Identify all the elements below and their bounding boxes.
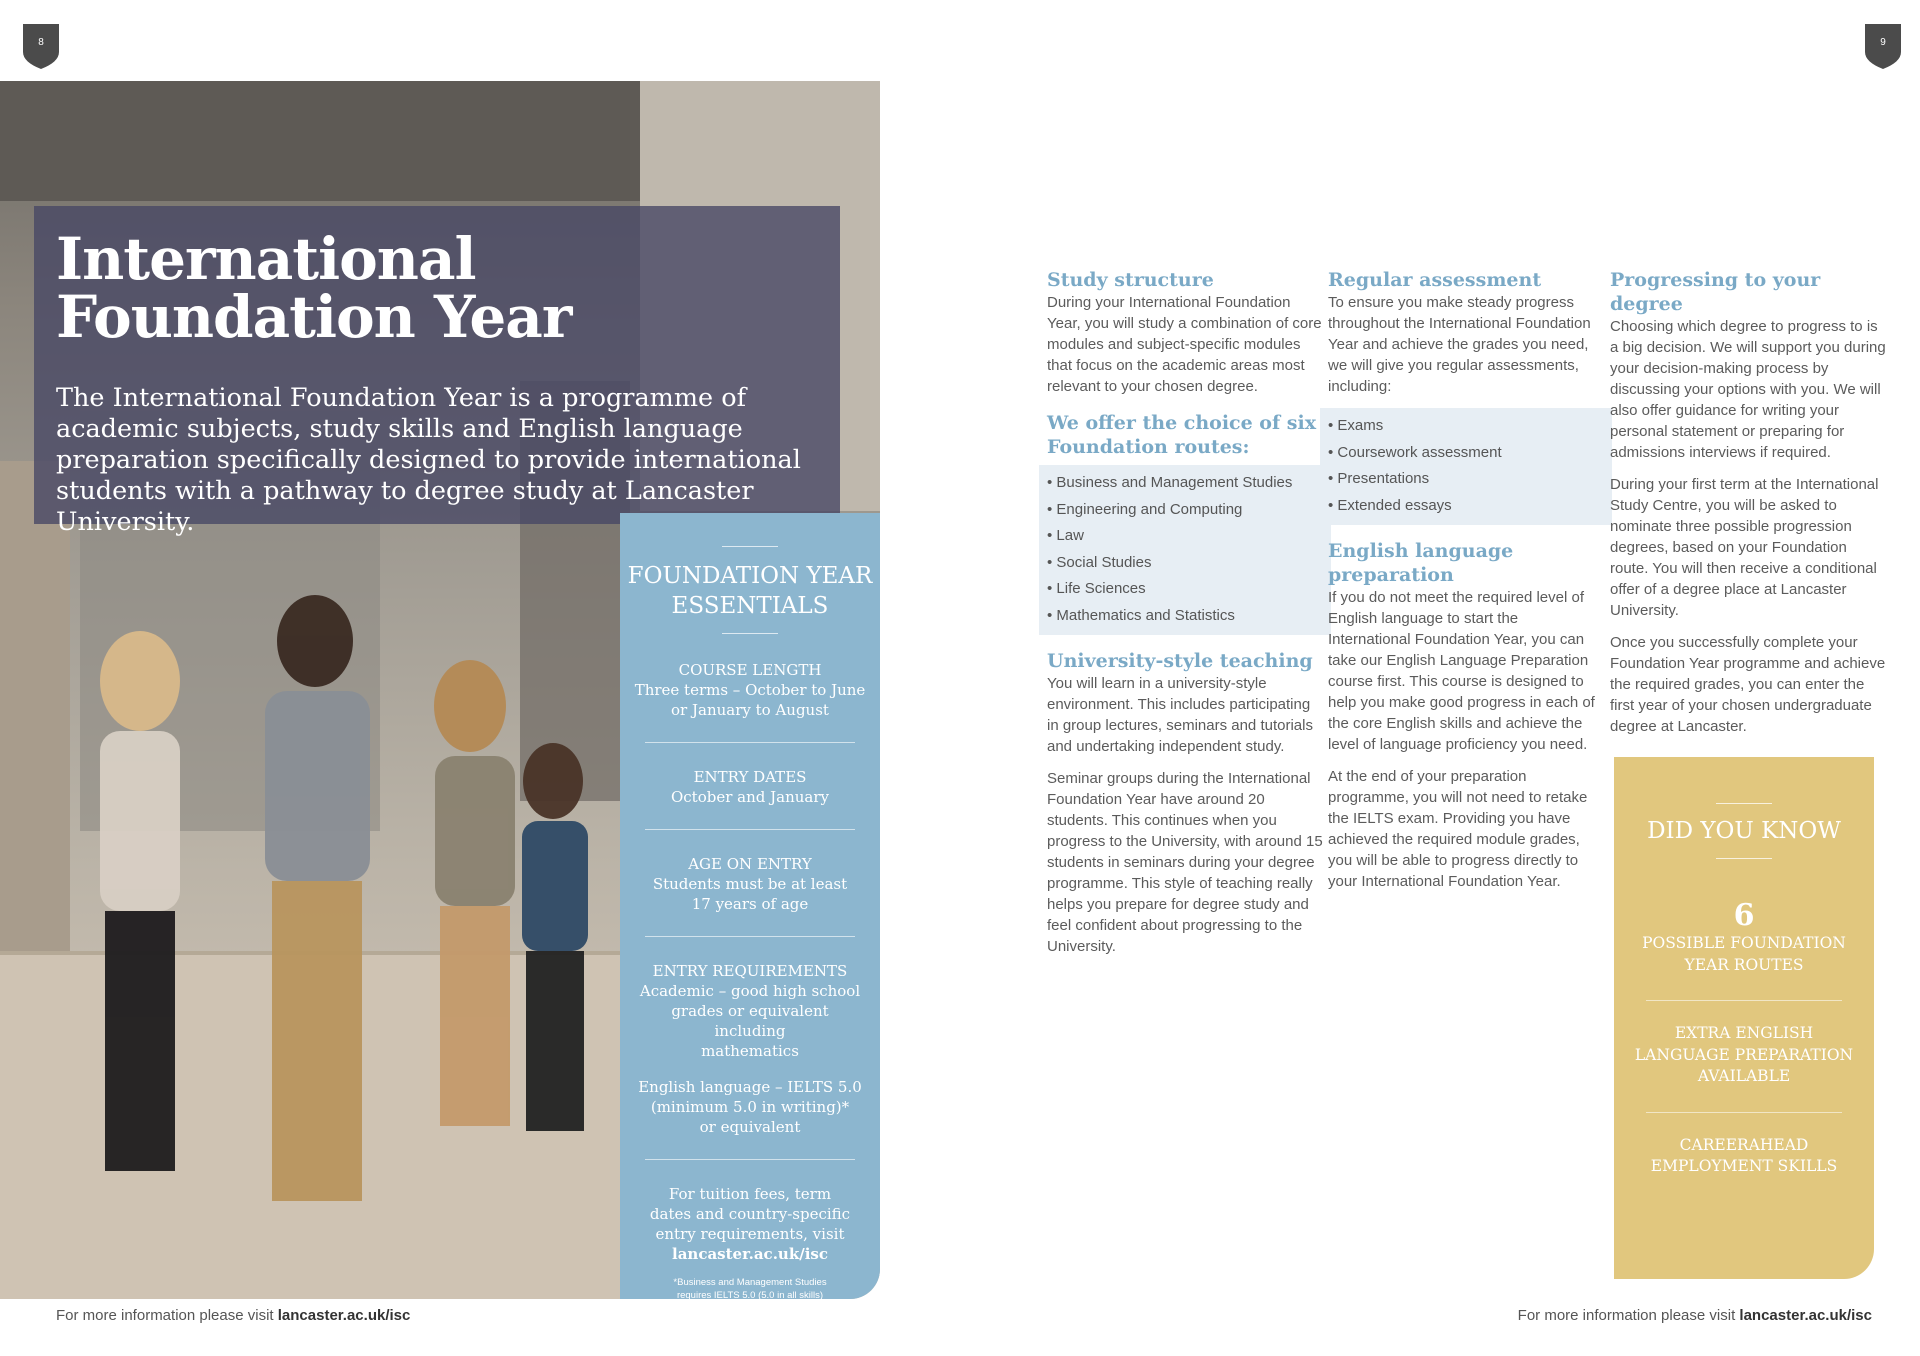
fact-careerahead: CAREERAHEAD EMPLOYMENT SKILLS bbox=[1650, 1135, 1838, 1175]
page-number-badge-left bbox=[22, 22, 60, 70]
intro-text: The International Foundation Year is a programme of academic subjects, study skills and English language preparation specifically designed to provide international students with a pathway to degree study at Lancaster University. bbox=[56, 383, 801, 537]
teaching-text-2: Seminar groups during the International Foundation Year have around 20 students. This continues when you progress to the University, with around 15 students in seminars during your degree programme. This style of teaching really helps you prepare for degree study and feel confident about progressing to the University. bbox=[1047, 770, 1323, 955]
list-item: • Presentations bbox=[1328, 466, 1604, 493]
progression-text-2: During your first term at the International Study Centre, you will be asked to nominate three possible progression degrees, based on your Foundation route. You will then receive a conditional offer of a degree place at Lancaster University. bbox=[1610, 476, 1879, 619]
page-number-right: 9 bbox=[1880, 37, 1886, 48]
column-progression bbox=[1610, 268, 1886, 748]
title-line-1: International bbox=[56, 225, 476, 293]
divider bbox=[1716, 803, 1772, 804]
footer-link-right[interactable]: lancaster.ac.uk/isc bbox=[1739, 1307, 1872, 1324]
english-text-1: If you do not meet the required level of English language to start the International Foundation Year, you can take our English Language Preparation course first. This course is designed to help you make good progress in each of the core English skills and achieve the level of language proficiency you need. bbox=[1328, 589, 1595, 753]
did-you-know-panel bbox=[1614, 757, 1874, 1279]
entry-requirements: ENTRY REQUIREMENTS Academic – good high school grades or equivalent including mathematics bbox=[639, 962, 861, 1060]
english-requirement: English language – IELTS 5.0 (minimum 5.0 in writing)* or equivalent bbox=[638, 1078, 862, 1136]
fees-link[interactable]: lancaster.ac.uk/isc bbox=[672, 1245, 828, 1263]
divider bbox=[645, 936, 855, 937]
column-assessment bbox=[1328, 268, 1604, 903]
age-on-entry: AGE ON ENTRY Students must be at least 17 years of age bbox=[652, 855, 848, 913]
entry-dates: ENTRY DATES October and January bbox=[670, 768, 829, 806]
list-item: • Exams bbox=[1328, 413, 1604, 440]
divider bbox=[1716, 858, 1772, 859]
teaching-text-1: You will learn in a university-style environment. This includes participating in group lectures, seminars and tutorials and undertaking independent study. bbox=[1047, 675, 1313, 755]
assessment-list bbox=[1320, 408, 1612, 525]
footer-left: For more information please visit lancaster.ac.uk/isc bbox=[56, 1307, 411, 1324]
divider bbox=[722, 633, 778, 634]
english-text-2: At the end of your preparation programme, you will not need to retake the IELTS exam. Providing you have achieved the required module grades, you will be able to progress directly to your International Foundation Year. bbox=[1328, 768, 1588, 890]
page-number-left: 8 bbox=[38, 37, 44, 48]
fees-info: For tuition fees, term dates and country-specific entry requirements, visit lancaster.ac.uk/isc bbox=[620, 1184, 880, 1264]
english-heading: English language preparation bbox=[1328, 540, 1514, 586]
course-length: COURSE LENGTH Three terms – October to June or January to August bbox=[634, 661, 866, 719]
fact-english: EXTRA ENGLISH LANGUAGE PREPARATION AVAILABLE bbox=[1634, 1024, 1854, 1085]
divider bbox=[1646, 1112, 1842, 1113]
essentials-title: FOUNDATION YEAR ESSENTIALS bbox=[627, 563, 873, 619]
progression-heading: Progressing to your degree bbox=[1610, 269, 1821, 315]
divider bbox=[1646, 1000, 1842, 1001]
divider bbox=[722, 546, 778, 547]
did-you-know-title: DID YOU KNOW bbox=[1647, 818, 1841, 844]
fact-routes: POSSIBLE FOUNDATION YEAR ROUTES bbox=[1642, 934, 1846, 974]
column-study-structure bbox=[1047, 268, 1323, 968]
list-item: • Coursework assessment bbox=[1328, 440, 1604, 467]
list-item: • Extended essays bbox=[1328, 493, 1604, 520]
list-item: • Law bbox=[1047, 523, 1323, 550]
routes-list bbox=[1039, 465, 1331, 635]
list-item: • Life Sciences bbox=[1047, 576, 1323, 603]
assessment-text: To ensure you make steady progress throughout the International Foundation Year and achieve the grades you need, we will give you regular assessments, including: bbox=[1328, 294, 1591, 395]
hero-overlay bbox=[34, 206, 840, 537]
list-item: • Business and Management Studies bbox=[1047, 470, 1323, 497]
divider bbox=[645, 742, 855, 743]
footer-right: For more information please visit lancaster.ac.uk/isc bbox=[1517, 1307, 1872, 1324]
routes-count: 6 bbox=[1733, 898, 1755, 933]
page-title bbox=[56, 225, 572, 351]
divider bbox=[645, 1159, 855, 1160]
study-structure-text: During your International Foundation Year, you will study a combination of core modules and subject-specific modules that focus on the academic areas most relevant to your chosen degree. bbox=[1047, 294, 1322, 395]
list-item: • Mathematics and Statistics bbox=[1047, 603, 1323, 630]
page-number-badge-right bbox=[1864, 22, 1902, 70]
essentials-footnote: *Business and Management Studies requires IELTS 5.0 (5.0 in all skills) bbox=[673, 1277, 827, 1301]
study-structure-heading: Study structure bbox=[1047, 269, 1214, 291]
teaching-heading: University-style teaching bbox=[1047, 650, 1313, 672]
routes-heading: We offer the choice of six Foundation routes: bbox=[1047, 412, 1317, 458]
progression-text-3: Once you successfully complete your Foundation Year programme and achieve the required grades, you can enter the first year of your chosen undergraduate degree at Lancaster. bbox=[1610, 634, 1886, 735]
list-item: • Social Studies bbox=[1047, 550, 1323, 577]
essentials-panel bbox=[620, 513, 880, 1299]
list-item: • Engineering and Computing bbox=[1047, 497, 1323, 524]
title-line-2: Foundation Year bbox=[56, 283, 572, 351]
divider bbox=[645, 829, 855, 830]
progression-text-1: Choosing which degree to progress to is a big decision. We will support you during your decision-making process by discussing your options with you. We will also offer guidance for writing your personal statement or preparing for admissions interviews if required. bbox=[1610, 318, 1886, 461]
assessment-heading: Regular assessment bbox=[1328, 269, 1542, 291]
footer-link-left[interactable]: lancaster.ac.uk/isc bbox=[277, 1307, 411, 1324]
